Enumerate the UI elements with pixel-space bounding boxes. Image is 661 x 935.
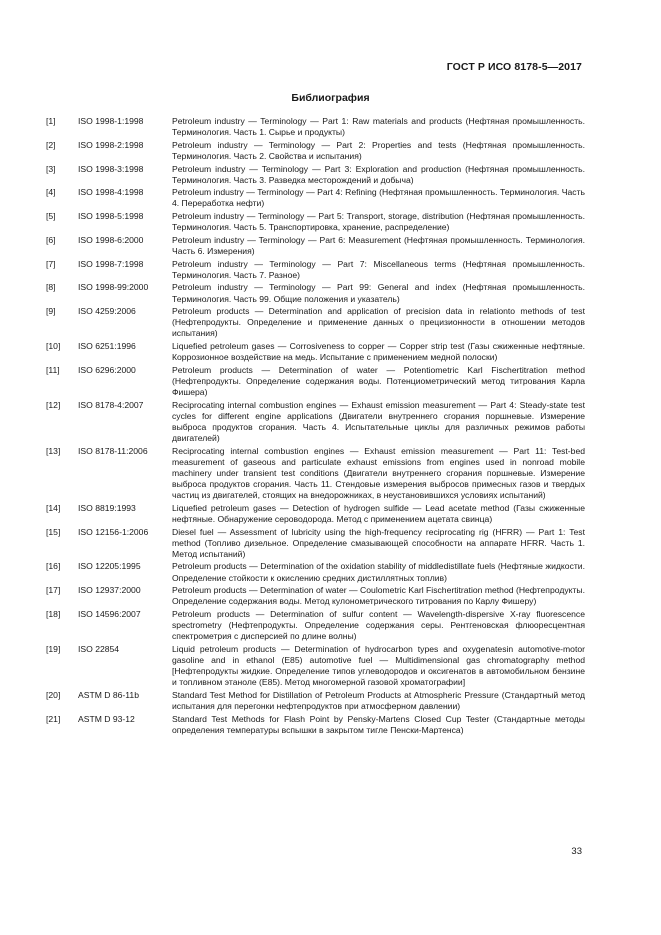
entry-number: [14]: [46, 502, 61, 513]
entry-number: [8]: [46, 282, 56, 293]
entry-number: [4]: [46, 187, 56, 198]
bib-entry: [46, 140, 585, 162]
page-number: 33: [571, 846, 582, 857]
bib-entry: [46, 259, 585, 281]
standard-code: ISO 8178-11:2006: [78, 445, 148, 456]
entry-number: [19]: [46, 643, 61, 654]
entry-title: Petroleum industry — Terminology — Part 5: Transport, storage, distribution (Нефтяная промышленность. Терминология. Часть 5. Транспортировка, хранение, распределение): [172, 211, 585, 233]
entry-number: [12]: [46, 399, 61, 410]
entry-title: Reciprocating internal combustion engines — Exhaust emission measurement — Part 4: Steady-state test cycles for different engine applications (Двигатели внутреннего сгорания поршневые. Измерение выброса продуктов сгорания. Часть 4. Испытательные циклы для различных режимов работы двигателей): [172, 399, 585, 444]
standard-code: ISO 4259:2006: [78, 306, 136, 317]
entry-number: [21]: [46, 713, 61, 724]
standard-code: ISO 1998-2:1998: [78, 139, 144, 150]
document-header: ГОСТ Р ИСО 8178-5—2017: [446, 61, 582, 73]
standard-code: ISO 12156-1:2006: [78, 526, 149, 537]
entry-number: [17]: [46, 585, 61, 596]
standard-code: ISO 1998-3:1998: [78, 163, 144, 174]
bib-entry: [46, 585, 585, 607]
entry-number: [10]: [46, 341, 61, 352]
bib-entry: [46, 116, 585, 138]
entry-title: Petroleum products — Determination of water — Coulometric Karl Fischertitration method (Нефтепродукты. Определение содержания воды. Метод кулонометрического титрования по Карлу Фишеру): [172, 585, 585, 607]
standard-code: ISO 14596:2007: [78, 609, 141, 620]
entry-number: [15]: [46, 526, 61, 537]
bib-entry: [46, 187, 585, 209]
entry-title: Petroleum industry — Terminology — Part 1: Raw materials and products (Нефтяная промышленность. Терминология. Часть 1. Сырье и продукты): [172, 116, 585, 138]
entry-number: [7]: [46, 258, 56, 269]
standard-code: ISO 12205:1995: [78, 561, 141, 572]
entry-number: [2]: [46, 139, 56, 150]
entry-title: Liquid petroleum products — Determination of hydrocarbon types and oxygenatesin automotive-motor gasoline and in ethanol (E85) automotive fuel — Multidimensional gas chromatography method [Нефтепродукты жидкие. Определение типов углеводородов и оксигенатов в автомобильном бензине и топливном этаноле (E85). Метод многомерной газовой хроматографии]: [172, 643, 585, 688]
entry-title: Standard Test Method for Distillation of Petroleum Products at Atmospheric Pressure (Стандартный метод испытания для перегонки нефтепродуктов при атмосферном давлении): [172, 689, 585, 711]
standard-code: ISO 8178-4:2007: [78, 399, 144, 410]
bib-entry: [46, 164, 585, 186]
standard-code: ISO 1998-6:2000: [78, 234, 144, 245]
bib-entry: [46, 365, 585, 398]
bib-entry: [46, 609, 585, 642]
entry-title: Petroleum products — Determination of the oxidation stability of middledistillate fuels (Нефтяные жидкости. Определение стойкости к окислению средних дистиллятных топлив): [172, 561, 585, 583]
bib-entry: [46, 446, 585, 501]
entry-title: Petroleum products — Determination of water — Potentiometric Karl Fischertitration method (Нефтепродукты. Определение содержания воды. Потенциометрический метод титрования Карла Фишера): [172, 364, 585, 398]
entry-number: [9]: [46, 306, 56, 317]
bibliography-title: Библиография: [291, 92, 370, 104]
entry-title: Reciprocating internal combustion engines — Exhaust emission measurement — Part 11: Test-bed measurement of gaseous and particulate exhaust emissions from engines used in nonroad mobile machinery under transient test conditions (Двигатели внутреннего сгорания поршневые. Измерение выброса продуктов сгорания. Часть 11. Стендовые измерения выбросов примесных газов и твердых частиц из двигателей, стоящих на внедорожниках, в неустановившихся условиях испытаний): [172, 445, 585, 501]
bib-entry: [46, 714, 585, 736]
entry-number: [16]: [46, 561, 61, 572]
bib-entry: [46, 341, 585, 363]
entry-title: Petroleum industry — Terminology — Part 7: Miscellaneous terms (Нефтяная промышленность. Терминология. Часть 7. Разное): [172, 258, 585, 280]
standard-code: ISO 8819:1993: [78, 502, 136, 513]
bib-entry: [46, 527, 585, 560]
standard-code: ISO 1998-99:2000: [78, 282, 149, 293]
entry-title: Petroleum industry — Terminology — Part 99: General and index (Нефтяная промышленность. Терминология. Часть 99. Общие положения и указатель): [172, 282, 585, 304]
standard-code: ISO 1998-4:1998: [78, 187, 144, 198]
bib-entry: [46, 282, 585, 304]
standard-code: ASTM D 93-12: [78, 713, 135, 724]
entry-number: [18]: [46, 609, 61, 620]
standard-code: ISO 22854: [78, 643, 120, 654]
entry-title: Petroleum industry — Terminology — Part 6: Measurement (Нефтяная промышленность. Терминология. Часть 6. Измерения): [172, 234, 585, 256]
standard-code: ISO 1998-5:1998: [78, 211, 144, 222]
standard-code: ISO 6251:1996: [78, 341, 136, 352]
bib-entry: [46, 306, 585, 339]
standard-code: ISO 1998-1:1998: [78, 116, 144, 126]
entry-number: [5]: [46, 211, 56, 222]
bib-entry: [46, 503, 585, 525]
entry-title: Petroleum industry — Terminology — Part 4: Refining (Нефтяная промышленность. Терминология. Часть 4. Переработка нефти): [172, 187, 585, 209]
entry-number: [11]: [46, 364, 60, 375]
standard-code: ISO 12937:2000: [78, 585, 141, 596]
entry-title: Petroleum products — Determination and application of precision data in relationto methods of test (Нефтепродукты. Определение и применение данных о прецизионности в отношении методов испытания): [172, 306, 585, 339]
standard-code: ASTM D 86-11b: [78, 689, 139, 700]
bib-entry: [46, 644, 585, 688]
bib-entry: [46, 211, 585, 233]
entry-title: Liquefied petroleum gases — Detection of hydrogen sulfide — Lead acetate method (Газы сжиженные нефтяные. Обнаружение сероводорода. Метод с применением ацетата свинца): [172, 502, 585, 524]
entry-title: Standard Test Methods for Flash Point by Pensky-Martens Closed Cup Tester (Стандартные методы определения температуры вспышки в закрытом тигле Пенски-Мартенса): [172, 713, 585, 735]
bib-entry: [46, 561, 585, 583]
bib-entry: [46, 690, 585, 712]
entry-number: [20]: [46, 689, 61, 700]
standard-code: ISO 6296:2000: [78, 364, 136, 375]
bibliography-list: [46, 116, 585, 737]
entry-title: Diesel fuel — Assessment of lubricity using the high-frequency reciprocating rig (HFRR) — Part 1: Test method (Топливо дизельное. Определение смазывающей способности на аппарате HFRR. Часть 1. Метод испытаний): [172, 526, 585, 559]
bib-entry: [46, 235, 585, 257]
entry-number: [6]: [46, 234, 56, 245]
entry-title: Liquefied petroleum gases — Corrosiveness to copper — Copper strip test (Газы сжиженные нефтяные. Коррозионное воздействие на медь. Испытание с применением медной полоски): [172, 341, 585, 363]
entry-number: [3]: [46, 163, 56, 174]
entry-number: [1]: [46, 116, 56, 126]
entry-title: Petroleum industry — Terminology — Part 2: Properties and tests (Нефтяная промышленность. Терминология. Часть 2. Свойства и испытания): [172, 139, 585, 161]
entry-title: Petroleum products — Determination of sulfur content — Wavelength-dispersive X-ray fluorescence spectrometry (Нефтепродукты. Определение содержания серы. Рентгеновская флюоресцентная спектрометрия с дисперсией по длине волны): [172, 609, 585, 642]
entry-title: Petroleum industry — Terminology — Part 3: Exploration and production (Нефтяная промышленность. Терминология. Часть 3. Разведка месторождений и добыча): [172, 163, 585, 185]
standard-code: ISO 1998-7:1998: [78, 258, 144, 269]
entry-number: [13]: [46, 445, 61, 456]
bib-entry: [46, 400, 585, 444]
